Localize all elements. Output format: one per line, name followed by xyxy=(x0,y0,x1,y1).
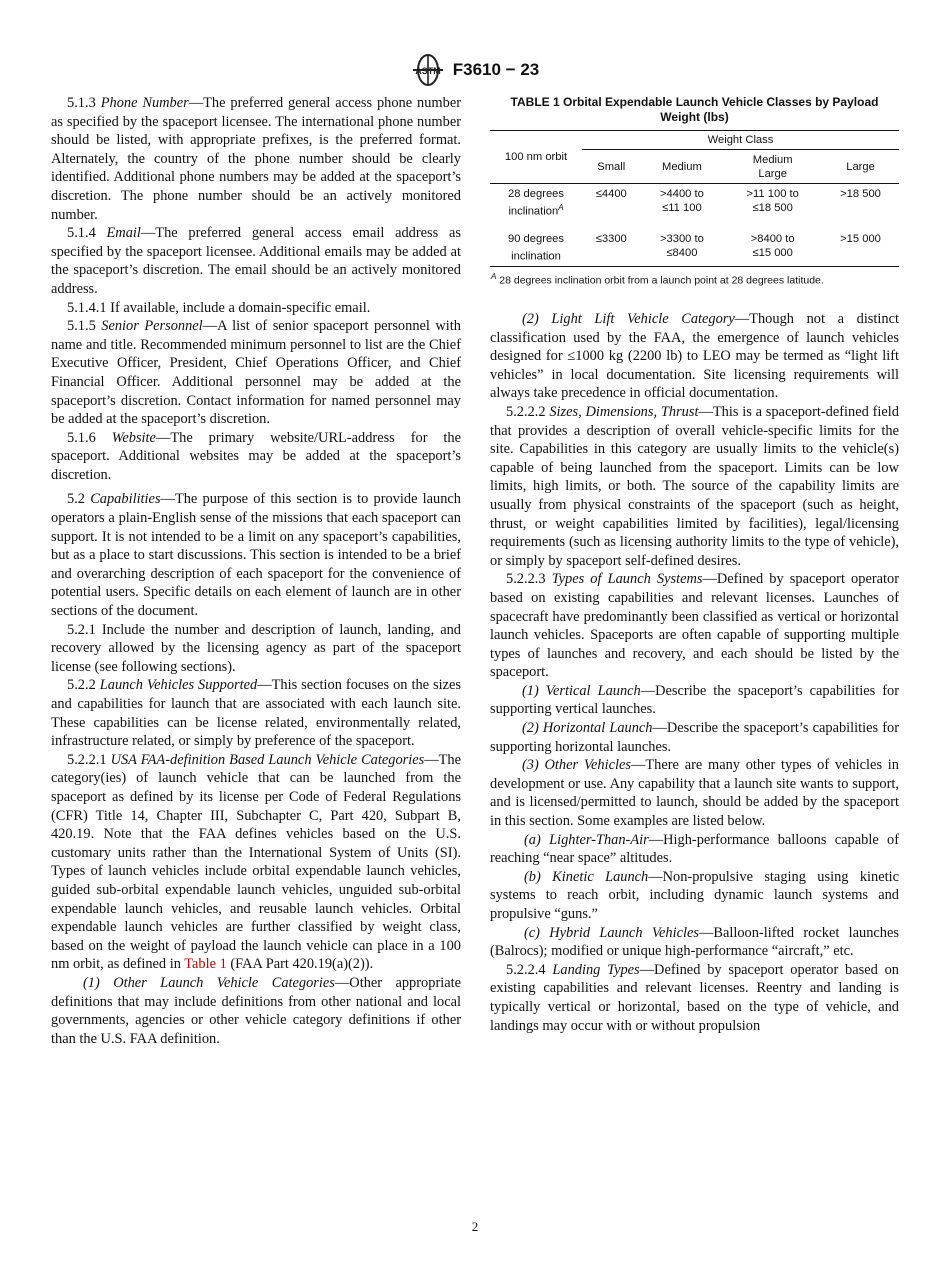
cell-medium: >4400 to ≤11 100 xyxy=(659,188,704,214)
payload-weight-table xyxy=(490,130,899,267)
section-5-1-4-1: 5.1.4.1 If available, include a domain-specific email. xyxy=(67,299,371,316)
cell-medium-large: >8400 to ≤15 000 xyxy=(750,233,795,259)
svg-text:ASTM: ASTM xyxy=(415,66,441,76)
section-5-1-4: 5.1.4 Email—The preferred general access email address as specified by the spaceport licensee. Additional emails may be added at the spaceport’s discretion. The email should be an actively monitored address. xyxy=(51,225,461,297)
left-column xyxy=(51,94,461,1048)
cell-large: >18 500 xyxy=(840,188,881,200)
section-horizontal-launch: (2) Horizontal Launch—Describe the spaceport’s capabilities for supporting horizontal launches. xyxy=(490,720,899,755)
table-row xyxy=(490,229,899,267)
section-5-1-6: 5.1.6 Website—The primary website/URL-address for the spaceport. Additional websites may be added at the spaceport’s discretion. xyxy=(51,429,461,483)
right-column xyxy=(490,310,899,1035)
section-hybrid-launch-vehicles: (c) Hybrid Launch Vehicles—Balloon-lifted rocket launches (Balrocs); modified or unique high-performance “aircraft,” etc. xyxy=(490,924,899,960)
weight-class-header: Weight Class xyxy=(582,131,899,150)
col-medium: Medium xyxy=(641,150,724,184)
orbit-header: 100 nm orbit xyxy=(490,131,582,184)
section-other-launch-vehicle-categories: (1) Other Launch Vehicle Categories—Other appropriate definitions that may include definitions from other national and local governments, agencies or other vehicle category definitions if other than the U.S. FAA definition. xyxy=(51,974,462,1047)
astm-logo-icon xyxy=(411,53,445,87)
section-5-2-2-2: 5.2.2.2 Sizes, Dimensions, Thrust—This is a spaceport-defined field that provides a description of overall vehicle-specific limits for the site. Capabilities in this category are usually limits to the vehicle(s) capable of being launched from the spaceport. Limits can be low limits, high limits, or both. The source of the capability limits are usually from physical constraints of the spaceport (such as height, thrust, or weight capabilities limited by facilities), legal/licensing requirements (such as licensing authority limits to the type of vehicle), or simply by spaceport self-defined desires. xyxy=(490,403,899,569)
section-5-1-5: 5.1.5 Senior Personnel—A list of senior spaceport personnel with name and title. Recommended minimum personnel to list are the Chief Executive Officer, President, Chief Operations Officer, and Chief Financial Officer. Additional personnel may be added at the spaceport’s discretion. Contact information for named personnel may be added at the spaceport’s discretion. xyxy=(51,318,461,428)
section-5-2-2-1: 5.2.2.1 USA FAA-definition Based Launch Vehicle Categories—The category(ies) of launch vehicle that can be launched from the spaceport as defined by its license per Code of Federal Regulations (CFR) Title 14, Chapter III, Subchapter C, Part 420, Subpart B, 420.19. Note that the FAA defines vehicles based on the U.S. customary units rather than the International System of Units (SI). Types of launch vehicles include orbital expendable launch vehicles, guided sub-orbital expendable launch vehicles, unguided sub-orbital expendable launch vehicles, and reusable launch vehicles. Orbital expendable launch vehicles are further classified by weight class, based on the weight of payload the launch vehicle can place in a 100 nm orbit, as defined in Table 1 (FAA Part 420.19(a)(2)). xyxy=(51,751,461,973)
row-label: 90 degrees inclination xyxy=(508,233,564,263)
section-vertical-launch: (1) Vertical Launch—Describe the spaceport’s capabilities for supporting vertical launches. xyxy=(490,682,899,718)
cell-small: ≤3300 xyxy=(595,233,627,245)
table-title: TABLE 1 Orbital Expendable Launch Vehicle Classes by Payload Weight (lbs) xyxy=(510,95,879,124)
section-5-2: 5.2 Capabilities—The purpose of this section is to provide launch operators a plain-English sense of the missions that each spaceport can support. It is not intended to be a limit on any spaceport’s capabilities, but as a place to start discussions. This section is intended to be a brief and overarching description of each spaceport for the convenience of potential users. Specific details on each element of launch are in other sections of the document. xyxy=(51,491,461,620)
table-1-link[interactable]: Table 1 xyxy=(184,956,227,973)
table-1 xyxy=(490,95,899,288)
table-row xyxy=(490,184,899,230)
section-kinetic-launch: (b) Kinetic Launch—Non-propulsive staging using kinetic systems to reach orbit, including dynamic launch systems and propulsive “guns.” xyxy=(490,868,899,922)
cell-medium-large: >11 100 to ≤18 500 xyxy=(746,188,799,214)
standard-designation: F3610 − 23 xyxy=(452,60,540,79)
col-small: Small xyxy=(582,150,641,184)
section-light-lift-vehicle-category: (2) Light Lift Vehicle Category—Though not a distinct classification used by the FAA, the emergence of launch vehicles designed for ≤1000 kg (2200 lb) to LEO may be termed as “light lift vehicles” in local documentation. Site licensing requirements will always take precedence in official documentation. xyxy=(490,311,899,402)
section-5-2-2: 5.2.2 Launch Vehicles Supported—This section focuses on the sizes and capabilities for launch that are associated with each launch site. These capabilities can be license related, environmentally related, infrastructure related, or simply by preference of the spaceport. xyxy=(51,677,461,750)
col-large: Large xyxy=(822,150,899,184)
cell-small: ≤4400 xyxy=(595,188,627,200)
section-5-2-2-3: 5.2.2.3 Types of Launch Systems—Defined by spaceport operator based on existing capabilities and relevant licenses. Launches of spacecraft have predominantly been classified as vertical or horizontal launch vehicles. Spaceports are often capable of supporting multiple types of launches and recovery, and each should be listed by the spaceport. xyxy=(490,571,899,681)
page-header xyxy=(0,54,950,86)
row-label: 28 degrees inclination$^A$ xyxy=(508,188,564,218)
table-header-row xyxy=(490,131,899,150)
cell-large: >15 000 xyxy=(840,233,881,245)
section-5-2-1: 5.2.1 Include the number and description of launch, landing, and recovery allowed by the licensing agency as part of the spaceport license (see following sections). xyxy=(51,621,461,675)
col-medium-large: Medium Large xyxy=(723,150,822,184)
cell-medium: >3300 to ≤8400 xyxy=(659,233,704,259)
page-number: 2 xyxy=(471,1219,479,1234)
section-5-1-3: 5.1.3 Phone Number—The preferred general access phone number as specified by the spaceport licensee. The international phone number should be listed, with appropriate prefixes, is the preferred format. Alternately, the country of the phone number should be clearly identified. Additional phone numbers may be added at the spaceport’s discretion. The phone number should be an actively monitored number. xyxy=(51,95,461,223)
section-other-vehicles: (3) Other Vehicles—There are many other types of vehicles in development or use. Any capability that a launch site wants to support, and is licensed/permitted to launch, should be added by the spaceport in this section. Some examples are listed below. xyxy=(490,757,899,830)
section-5-2-2-4: 5.2.2.4 Landing Types—Defined by spaceport operator based on existing capabilities and relevant licenses. Reentry and landing is typically vertical or horizontal, based on the type of vehicle, and landings may occur with or without propulsion xyxy=(490,961,899,1034)
table-footnote: $^A$ 28 degrees inclination orbit from a launch point at 28 degrees latitude. xyxy=(491,272,824,287)
section-lighter-than-air: (a) Lighter-Than-Air—High-performance balloons capable of reaching “near space” altitudes. xyxy=(490,831,899,867)
